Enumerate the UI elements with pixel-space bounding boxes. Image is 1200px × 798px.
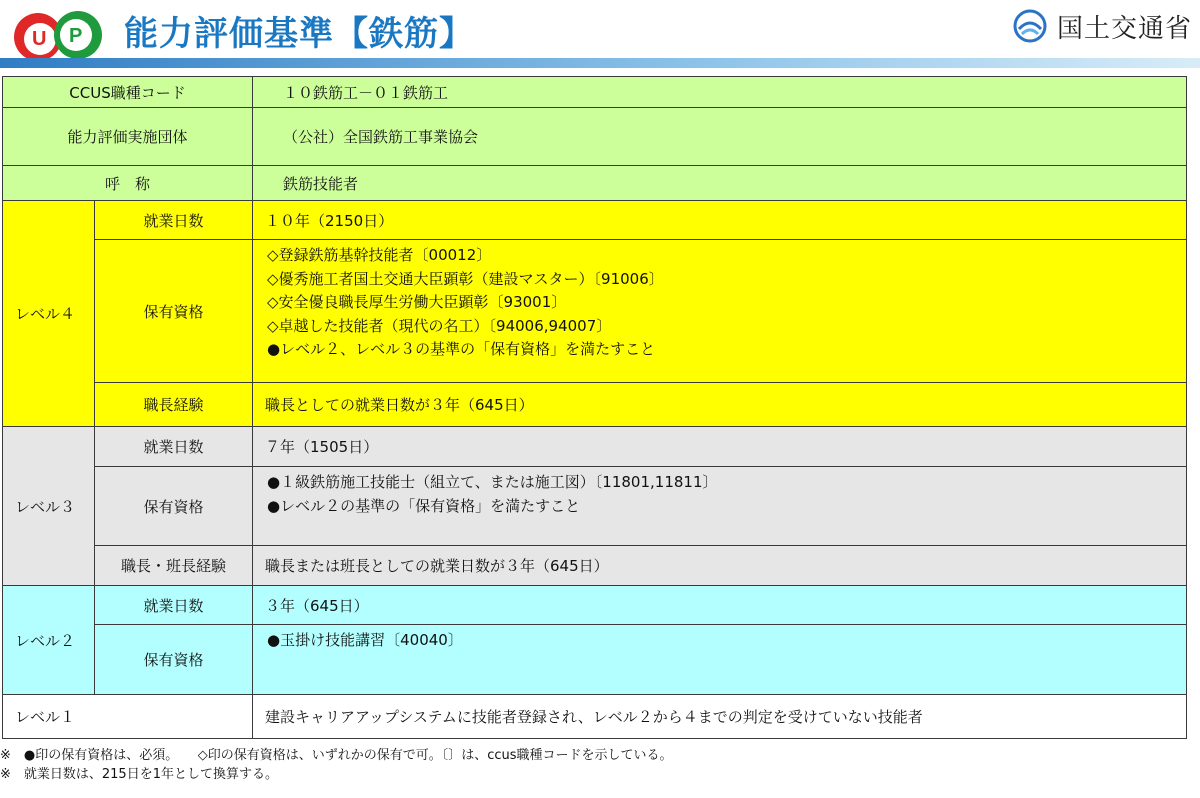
table-row [3,695,1187,739]
logo-letter-p: P [69,25,83,47]
name-label: 呼 称 [3,166,253,201]
page-header [0,0,1200,70]
table-row [3,166,1187,201]
list-item: ◇安全優良職長厚生労働大臣顕彰〔93001〕 [267,293,567,311]
list-item: ●レベル２の基準の「保有資格」を満たすこと [267,496,581,515]
level4-label: レベル４ [3,201,95,427]
level2-qual-label: 保有資格 [95,625,253,695]
level3-qual-label: 保有資格 [95,467,253,546]
ministry-mark-icon [1013,9,1047,43]
table-row [3,427,1187,467]
table-row [3,108,1187,166]
level4-qual-label: 保有資格 [95,240,253,383]
footnote: ※ ●印の保有資格は、必須。 ◇印の保有資格は、いずれかの保有で可。〔〕は、ccus職種コードを示している。 [0,748,673,763]
level3-label: レベル３ [3,427,95,586]
level4-days-value: １０年（2150日） [253,201,1187,240]
logo-letter-u: U [32,28,47,50]
level2-label: レベル２ [3,586,95,695]
level2-qual-list [253,625,1187,695]
footnotes [0,746,673,784]
ministry-brand [1013,6,1192,46]
table-row [3,586,1187,625]
organization-label: 能力評価実施団体 [3,108,253,166]
table-row [3,77,1187,108]
level4-exp-value: 職長としての就業日数が３年（645日） [253,383,1187,427]
level3-exp-label: 職長・班長経験 [95,546,253,586]
name-value: 鉄筋技能者 [253,166,1187,201]
level4-exp-label: 職長経験 [95,383,253,427]
list-item: ●１級鉄筋施工技能士（組立て、または施工図）〔11801,11811〕 [267,473,718,491]
level3-days-label: 就業日数 [95,427,253,467]
level2-days-label: 就業日数 [95,586,253,625]
table-row [3,201,1187,240]
table-row [3,546,1187,586]
table-row [3,240,1187,383]
list-item: ●レベル２、レベル３の基準の「保有資格」を満たすこと [267,340,656,358]
list-item: ◇卓越した技能者（現代の名工）〔94006,94007〕 [267,316,612,335]
organization-value: （公社）全国鉄筋工事業協会 [253,108,1187,166]
ccus-code-value: １０鉄筋工－０１鉄筋工 [253,77,1187,108]
table-row [3,467,1187,546]
ccus-code-label: CCUS職種コード [3,77,253,108]
header-divider [0,58,1200,68]
level1-value: 建設キャリアアップシステムに技能者登録され、レベル２から４までの判定を受けていない技能者 [253,695,1187,739]
list-item: ●玉掛け技能講習〔40040〕 [267,631,463,649]
level4-days-label: 就業日数 [95,201,253,240]
ministry-name: 国土交通省 [1056,13,1192,44]
level3-days-value: ７年（1505日） [253,427,1187,467]
list-item: ◇優秀施工者国土交通大臣顕彰（建設マスター）〔91006〕 [267,269,664,288]
page-title: 能力評価基準【鉄筋】 [124,14,474,54]
level3-qual-list [253,467,1187,546]
level4-qual-list [253,240,1187,383]
evaluation-criteria-table [2,76,1187,739]
level1-label: レベル１ [3,695,253,739]
up-logo-icon [12,8,112,64]
table-row [3,625,1187,695]
level2-days-value: ３年（645日） [253,586,1187,625]
footnote: ※ 就業日数は、215日を1年として換算する。 [0,767,278,782]
list-item: ◇登録鉄筋基幹技能者〔00012〕 [267,246,492,264]
level3-exp-value: 職長または班長としての就業日数が３年（645日） [253,546,1187,586]
table-row [3,383,1187,427]
